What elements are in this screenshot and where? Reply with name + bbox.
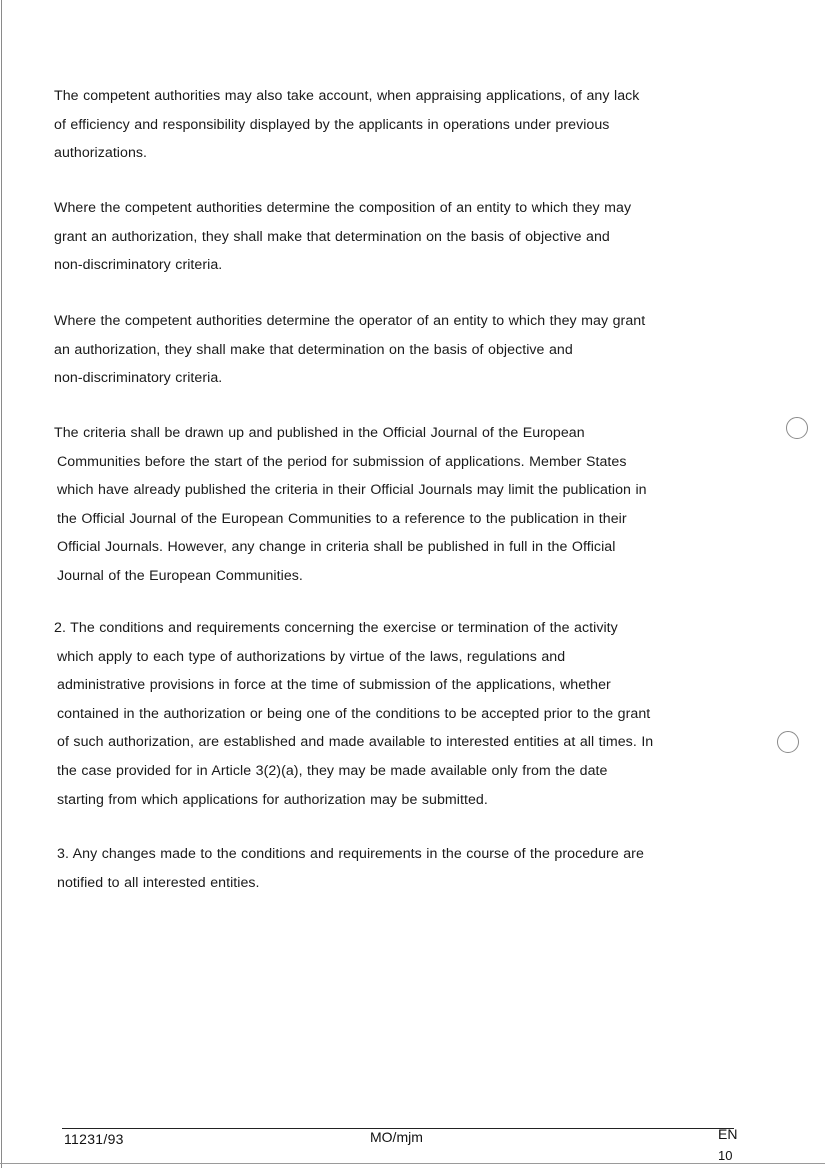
- text-line: 3. Any changes made to the conditions and requirements in the course of the procedure are: [57, 846, 644, 862]
- text-line: which apply to each type of authorizations by virtue of the laws, regulations and: [57, 648, 566, 665]
- footer-document-reference: 11231/93: [64, 1131, 124, 1147]
- text-line: grant an authorization, they shall make that determination on the basis of objective and: [54, 228, 610, 245]
- text-line: authorizations.: [54, 145, 148, 162]
- punch-hole-icon: [786, 417, 808, 439]
- text-line: of efficiency and responsibility displayed by the applicants in operations under previous: [54, 116, 610, 133]
- paragraph-entity-operator: [54, 307, 744, 393]
- paragraph-3-changes-notified: [54, 840, 744, 897]
- paragraph-2-conditions-requirements: [54, 614, 744, 814]
- paragraph-appraisal-efficiency: [54, 82, 744, 168]
- text-line: non-discriminatory criteria.: [54, 257, 223, 274]
- text-line: notified to all interested entities.: [57, 874, 260, 891]
- footer-language-code: EN: [718, 1126, 738, 1142]
- text-line: The criteria shall be drawn up and published in the Official Journal of the European: [54, 425, 585, 441]
- footer-initials: MO/mjm: [370, 1129, 423, 1145]
- text-line: Communities before the start of the period for submission of applications. Member States: [57, 453, 627, 470]
- page-left-edge: [1, 0, 2, 1168]
- text-line: Where the competent authorities determine the composition of an entity to which they may: [54, 200, 632, 216]
- paragraph-entity-composition: [54, 194, 744, 280]
- text-line: of such authorization, are established and made available to interested entities at all times. In: [57, 734, 654, 751]
- text-line: Journal of the European Communities.: [57, 567, 303, 584]
- text-line: contained in the authorization or being one of the conditions to be accepted prior to the grant: [57, 705, 651, 722]
- text-line: 2. The conditions and requirements concerning the exercise or termination of the activity: [54, 620, 618, 636]
- text-line: the case provided for in Article 3(2)(a), they may be made available only from the date: [57, 762, 608, 779]
- footer-page-number: 10: [718, 1148, 733, 1160]
- text-line: Where the competent authorities determine the operator of an entity to which they may grant: [54, 313, 646, 329]
- text-line: Official Journals. However, any change in criteria shall be published in full in the Official: [57, 539, 616, 556]
- text-line: an authorization, they shall make that determination on the basis of objective and: [54, 341, 573, 358]
- text-line: The competent authorities may also take account, when appraising applications, of any lack: [54, 88, 640, 104]
- text-line: non-discriminatory criteria.: [54, 370, 223, 387]
- text-line: starting from which applications for authorization may be submitted.: [57, 791, 488, 808]
- page-bottom-edge: [0, 1163, 825, 1164]
- paragraph-criteria-publication: [54, 419, 744, 591]
- punch-hole-icon: [777, 731, 799, 753]
- text-line: the Official Journal of the European Communities to a reference to the publication in their: [57, 510, 627, 527]
- text-line: administrative provisions in force at the time of submission of the applications, whether: [57, 677, 611, 694]
- text-line: which have already published the criteria in their Official Journals may limit the publication in: [57, 482, 647, 499]
